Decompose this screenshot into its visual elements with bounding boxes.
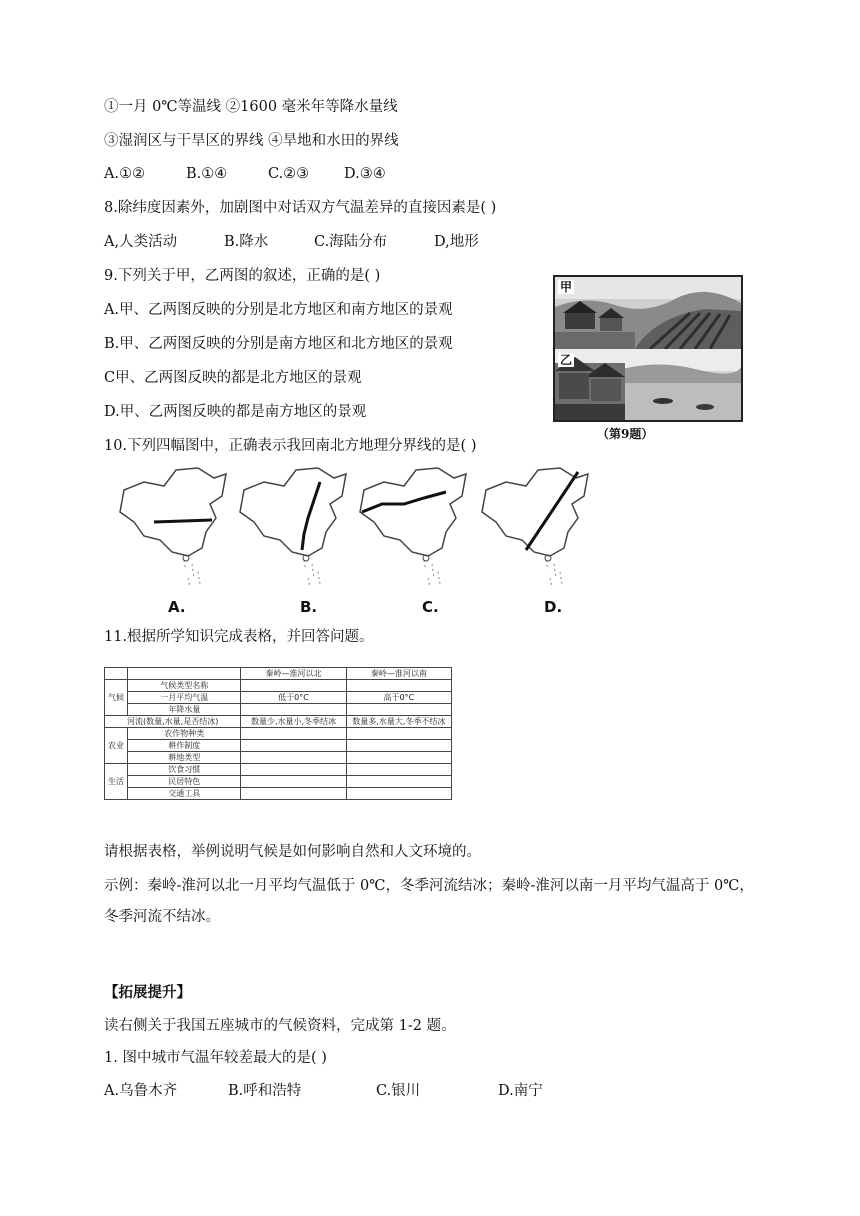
map-a[interactable] xyxy=(114,460,232,592)
table-row xyxy=(105,728,452,740)
question-11: 11.根据所学知识完成表格，并回答问题。 xyxy=(104,629,374,645)
q7-option-a[interactable]: A.①② xyxy=(104,166,146,182)
table-row xyxy=(105,692,452,704)
q7-option-b[interactable]: B.①④ xyxy=(186,166,228,182)
table-category-life: 生活 xyxy=(105,764,128,800)
table-item: 耕作制度 xyxy=(128,740,241,752)
map-b[interactable] xyxy=(234,460,352,592)
q9-option-a[interactable]: A.甲、乙两图反映的分别是北方地区和南方地区的景观 xyxy=(104,302,453,318)
table-header-north: 秦岭—淮河以北 xyxy=(241,668,346,680)
table-item: 河流(数量,水量,是否结冰) xyxy=(105,716,241,728)
table-item: 交通工具 xyxy=(128,788,241,800)
table-cell: 数量多,水量大,冬季不结冰 xyxy=(346,716,451,728)
question-8: 8.除纬度因素外，加剧图中对话双方气温差异的直接因素是( ) xyxy=(104,200,497,216)
table-cell xyxy=(128,668,241,680)
map-label-b: B. xyxy=(300,598,318,616)
table-cell[interactable] xyxy=(241,764,346,776)
table-cell[interactable] xyxy=(346,776,451,788)
ext1-option-b[interactable]: B.呼和浩特 xyxy=(228,1083,302,1099)
table-row xyxy=(105,716,452,728)
question-10: 10.下列四幅图中，正确表示我回南北方地理分界线的是( ) xyxy=(104,438,477,454)
q8-option-c[interactable]: C.海陆分布 xyxy=(314,234,388,250)
map-options xyxy=(104,460,604,618)
table-cell[interactable] xyxy=(241,752,346,764)
table-item: 饮食习惯 xyxy=(128,764,241,776)
comparison-table xyxy=(104,667,452,800)
landscape-photo-jia xyxy=(555,277,741,349)
photo-mark-jia: 甲 xyxy=(560,280,573,294)
table-cell: 高于0°C xyxy=(346,692,451,704)
photo-mark-yi: 乙 xyxy=(560,353,573,367)
ext1-option-a[interactable]: A.乌鲁木齐 xyxy=(104,1083,178,1099)
table-cell[interactable] xyxy=(241,788,346,800)
table-cell[interactable] xyxy=(346,764,451,776)
q8-option-d[interactable]: D,地形 xyxy=(434,234,479,250)
landscape-photo xyxy=(553,275,743,422)
table-row xyxy=(105,752,452,764)
landscape-photo-yi xyxy=(555,349,741,420)
example-line-1: 示例：秦岭-淮河以北一月平均气温低于 0℃，冬季河流结冰；秦岭-淮河以南一月平均气温高于 0℃， xyxy=(104,878,754,894)
reading-instruction: 读右侧关于我国五座城市的气候资料，完成第 1-2 题。 xyxy=(104,1018,456,1034)
map-d[interactable] xyxy=(476,460,594,592)
table-category-agriculture: 农业 xyxy=(105,728,128,764)
section-heading: 【拓展提升】 xyxy=(104,984,191,1001)
table-row xyxy=(105,740,452,752)
table-header-south: 秦岭—淮河以南 xyxy=(346,668,451,680)
table-row xyxy=(105,776,452,788)
question-9: 9.下列关于甲，乙两图的叙述，正确的是( ) xyxy=(104,268,381,284)
option-statements-2: ③湿润区与干旱区的界线 ④旱地和水田的界线 xyxy=(104,133,399,149)
table-cell[interactable] xyxy=(346,680,451,692)
ext1-option-c[interactable]: C.银川 xyxy=(376,1083,421,1099)
map-label-c: C. xyxy=(422,598,439,616)
q8-option-a[interactable]: A,人类活动 xyxy=(104,234,178,250)
table-row xyxy=(105,680,452,692)
table-cell[interactable] xyxy=(241,728,346,740)
table-cell[interactable] xyxy=(241,740,346,752)
option-statements-1: ①一月 0℃等温线 ②1600 毫米年等降水量线 xyxy=(104,99,398,115)
map-label-d: D. xyxy=(544,598,563,616)
table-row xyxy=(105,764,452,776)
map-label-a: A. xyxy=(168,598,186,616)
example-line-2: 冬季河流不结冰。 xyxy=(104,909,220,925)
table-category-climate: 气候 xyxy=(105,680,128,716)
table-header-row xyxy=(105,668,452,680)
q8-option-b[interactable]: B.降水 xyxy=(224,234,269,250)
q7-option-d[interactable]: D.③④ xyxy=(344,166,386,182)
table-cell[interactable] xyxy=(241,704,346,716)
table-item: 农作物种类 xyxy=(128,728,241,740)
q7-option-c[interactable]: C.②③ xyxy=(268,166,310,182)
table-row xyxy=(105,704,452,716)
photo-caption: （第9题） xyxy=(597,427,654,441)
q9-option-b[interactable]: B.甲、乙两图反映的分别是南方地区和北方地区的景观 xyxy=(104,336,453,352)
table-cell[interactable] xyxy=(346,752,451,764)
table-cell[interactable] xyxy=(346,788,451,800)
table-cell[interactable] xyxy=(346,704,451,716)
table-row xyxy=(105,788,452,800)
ext1-option-d[interactable]: D.南宁 xyxy=(498,1083,543,1099)
prompt-text: 请根据表格，举例说明气候是如何影响自然和人文环境的。 xyxy=(104,844,481,860)
q9-option-c[interactable]: C甲、乙两图反映的都是北方地区的景观 xyxy=(104,370,362,386)
table-cell xyxy=(105,668,128,680)
table-cell[interactable] xyxy=(241,680,346,692)
table-cell[interactable] xyxy=(241,776,346,788)
q9-option-d[interactable]: D.甲、乙两图反映的都是南方地区的景观 xyxy=(104,404,367,420)
table-item: 民居特色 xyxy=(128,776,241,788)
map-c[interactable] xyxy=(354,460,472,592)
table-item: 耕地类型 xyxy=(128,752,241,764)
table-cell: 数量少,水量小,冬季结冰 xyxy=(241,716,346,728)
ext-question-1: 1. 图中城市气温年较差最大的是( ) xyxy=(104,1050,327,1066)
table-item: 一月平均气温 xyxy=(128,692,241,704)
table-cell[interactable] xyxy=(346,728,451,740)
table-cell: 低于0°C xyxy=(241,692,346,704)
table-item: 气候类型名称 xyxy=(128,680,241,692)
table-cell[interactable] xyxy=(346,740,451,752)
table-item: 年降水量 xyxy=(128,704,241,716)
